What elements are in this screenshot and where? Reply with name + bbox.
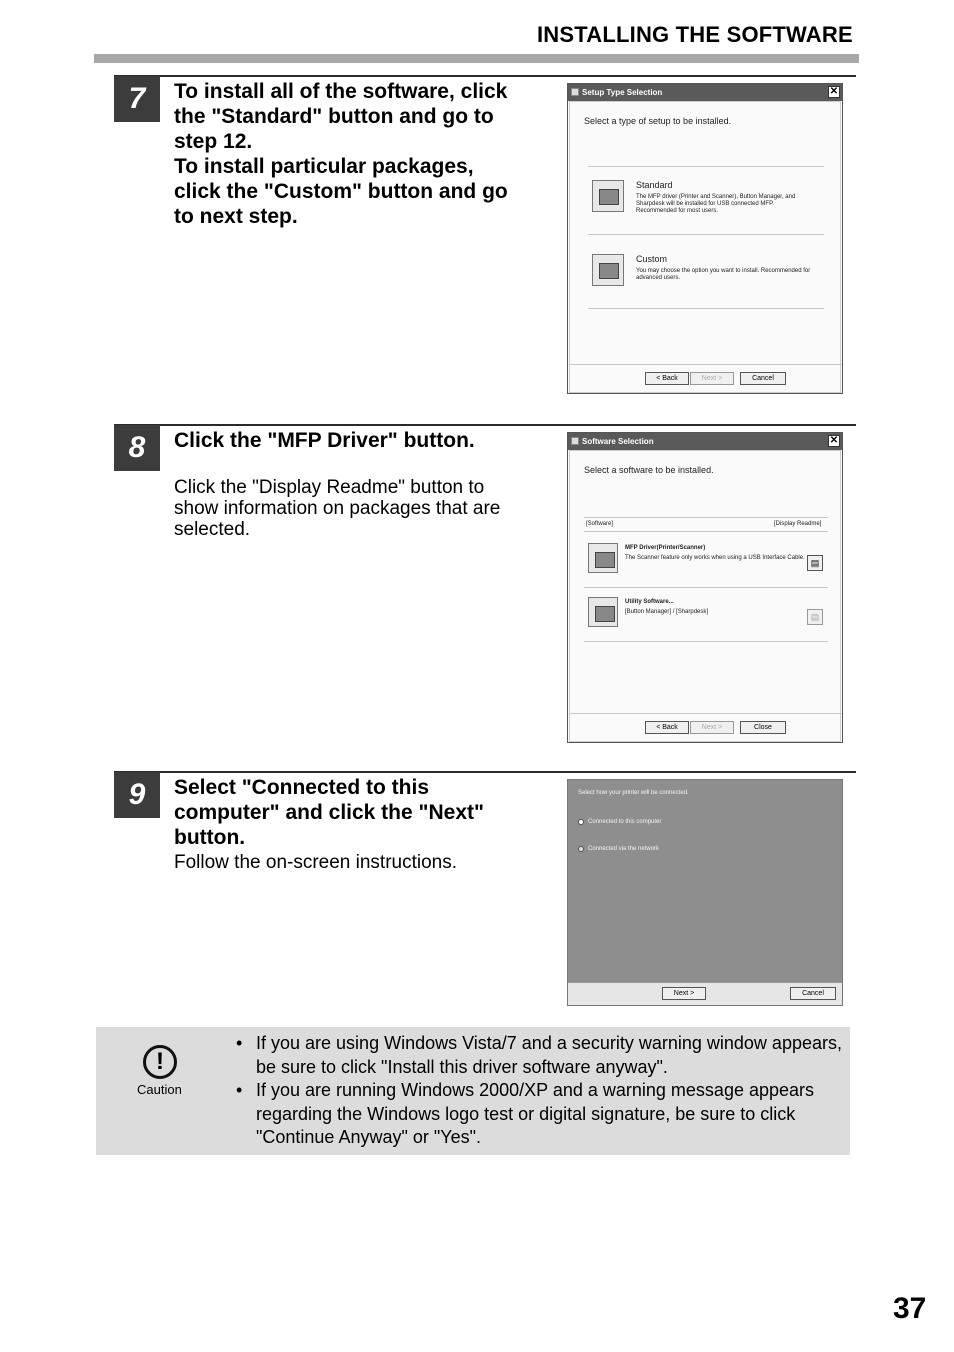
dialog-title: Setup Type Selection bbox=[582, 88, 663, 97]
setup-type-dialog bbox=[567, 83, 843, 394]
close-button[interactable]: Close bbox=[740, 721, 786, 734]
utility-software-button[interactable] bbox=[588, 597, 618, 627]
dialog-prompt: Select a type of setup to be installed. bbox=[584, 116, 732, 126]
dialog-body bbox=[569, 101, 841, 393]
next-button[interactable]: Next > bbox=[690, 372, 734, 385]
wizard-button-bar bbox=[568, 982, 842, 1005]
close-icon[interactable]: ✕ bbox=[829, 86, 839, 97]
step-7-rule bbox=[114, 75, 856, 77]
close-icon[interactable]: ✕ bbox=[829, 435, 839, 446]
mfp-driver-label[interactable]: MFP Driver(Printer/Scanner) bbox=[625, 545, 706, 551]
dialog-titlebar bbox=[568, 84, 842, 101]
custom-option-label[interactable]: Custom bbox=[636, 254, 668, 264]
header-rule bbox=[94, 54, 859, 63]
divider bbox=[584, 641, 828, 642]
divider bbox=[584, 587, 828, 588]
divider bbox=[588, 166, 824, 167]
caution-icon: ! bbox=[143, 1045, 177, 1079]
step-9-body: Follow the on-screen instructions. bbox=[174, 852, 458, 873]
step-9-heading: Select "Connected to this computer" and click the "Next" button. bbox=[174, 776, 484, 849]
standard-option-desc: The MFP driver (Printer and Scanner), Button Manager, and Sharpdesk will be installed for USB connected MFP. Recommended for most users. bbox=[636, 194, 796, 214]
button-area-divider bbox=[570, 713, 843, 714]
readme-icon[interactable]: ▤ bbox=[807, 555, 823, 571]
divider bbox=[584, 517, 828, 518]
next-button[interactable]: Next > bbox=[690, 721, 734, 734]
caution-list bbox=[236, 1032, 846, 1150]
window-icon bbox=[571, 88, 579, 96]
utility-software-label[interactable]: Utility Software... bbox=[625, 599, 674, 605]
step-8-body: Click the "Display Readme" button to show information on packages that are selected. bbox=[174, 477, 501, 540]
step-7-heading: To install all of the software, click the "Standard" button and go to step 12. To install particular packages, click the "Custom" button and go to next step. bbox=[174, 80, 508, 228]
readme-column-header: [Display Readme] bbox=[774, 521, 822, 527]
step-9-number: 9 bbox=[114, 772, 160, 818]
connection-wizard bbox=[567, 779, 843, 1006]
back-button[interactable]: < Back bbox=[645, 372, 689, 385]
section-title: INSTALLING THE SOFTWARE bbox=[537, 22, 853, 47]
connected-network-label[interactable]: Connected via the network bbox=[588, 846, 660, 852]
readme-icon[interactable]: ▤ bbox=[807, 609, 823, 625]
wizard-prompt: Select how your printer will be connected. bbox=[578, 790, 689, 796]
button-area-divider bbox=[570, 364, 843, 365]
divider bbox=[584, 531, 828, 532]
window-icon bbox=[571, 437, 579, 445]
custom-option-desc: You may choose the option you want to install. Recommended for advanced users. bbox=[636, 268, 811, 281]
next-button[interactable]: Next > bbox=[662, 987, 706, 1000]
mfp-driver-button[interactable] bbox=[588, 543, 618, 573]
caution-item: • If you are using Windows Vista/7 and a security warning window appears, be sure to click "Install this driver software anyway". bbox=[236, 1032, 846, 1079]
cancel-button[interactable]: Cancel bbox=[740, 372, 786, 385]
software-column-header: [Software] bbox=[586, 521, 614, 527]
step-8-heading: Click the "MFP Driver" button. bbox=[174, 429, 475, 452]
dialog-body bbox=[569, 450, 841, 742]
connected-computer-radio[interactable] bbox=[578, 819, 584, 825]
custom-setup-icon[interactable] bbox=[592, 254, 624, 286]
step-8-rule bbox=[114, 424, 856, 426]
step-7-number: 7 bbox=[114, 76, 160, 122]
cancel-button[interactable]: Cancel bbox=[790, 987, 836, 1000]
divider bbox=[588, 234, 824, 235]
step-8-number: 8 bbox=[114, 425, 160, 471]
software-selection-dialog bbox=[567, 432, 843, 743]
dialog-titlebar bbox=[568, 433, 842, 450]
step-9-rule bbox=[114, 771, 856, 773]
page-number: 37 bbox=[893, 1292, 927, 1325]
caution-item: • If you are running Windows 2000/XP and a warning message appears regarding the Windows logo test or digital signature, be sure to click "Continue Anyway" or "Yes". bbox=[236, 1079, 846, 1150]
standard-setup-icon[interactable] bbox=[592, 180, 624, 212]
dialog-prompt: Select a software to be installed. bbox=[584, 465, 714, 475]
connected-computer-label[interactable]: Connected to this computer bbox=[588, 819, 662, 825]
utility-software-desc: [Button Manager] / [Sharpdesk] bbox=[625, 609, 709, 615]
mfp-driver-desc: The Scanner feature only works when using a USB Interface Cable. bbox=[625, 555, 805, 561]
caution-label: Caution bbox=[137, 1082, 182, 1097]
connected-network-radio[interactable] bbox=[578, 846, 584, 852]
dialog-title: Software Selection bbox=[582, 437, 654, 446]
standard-option-label[interactable]: Standard bbox=[636, 180, 673, 190]
divider bbox=[588, 308, 824, 309]
back-button[interactable]: < Back bbox=[645, 721, 689, 734]
